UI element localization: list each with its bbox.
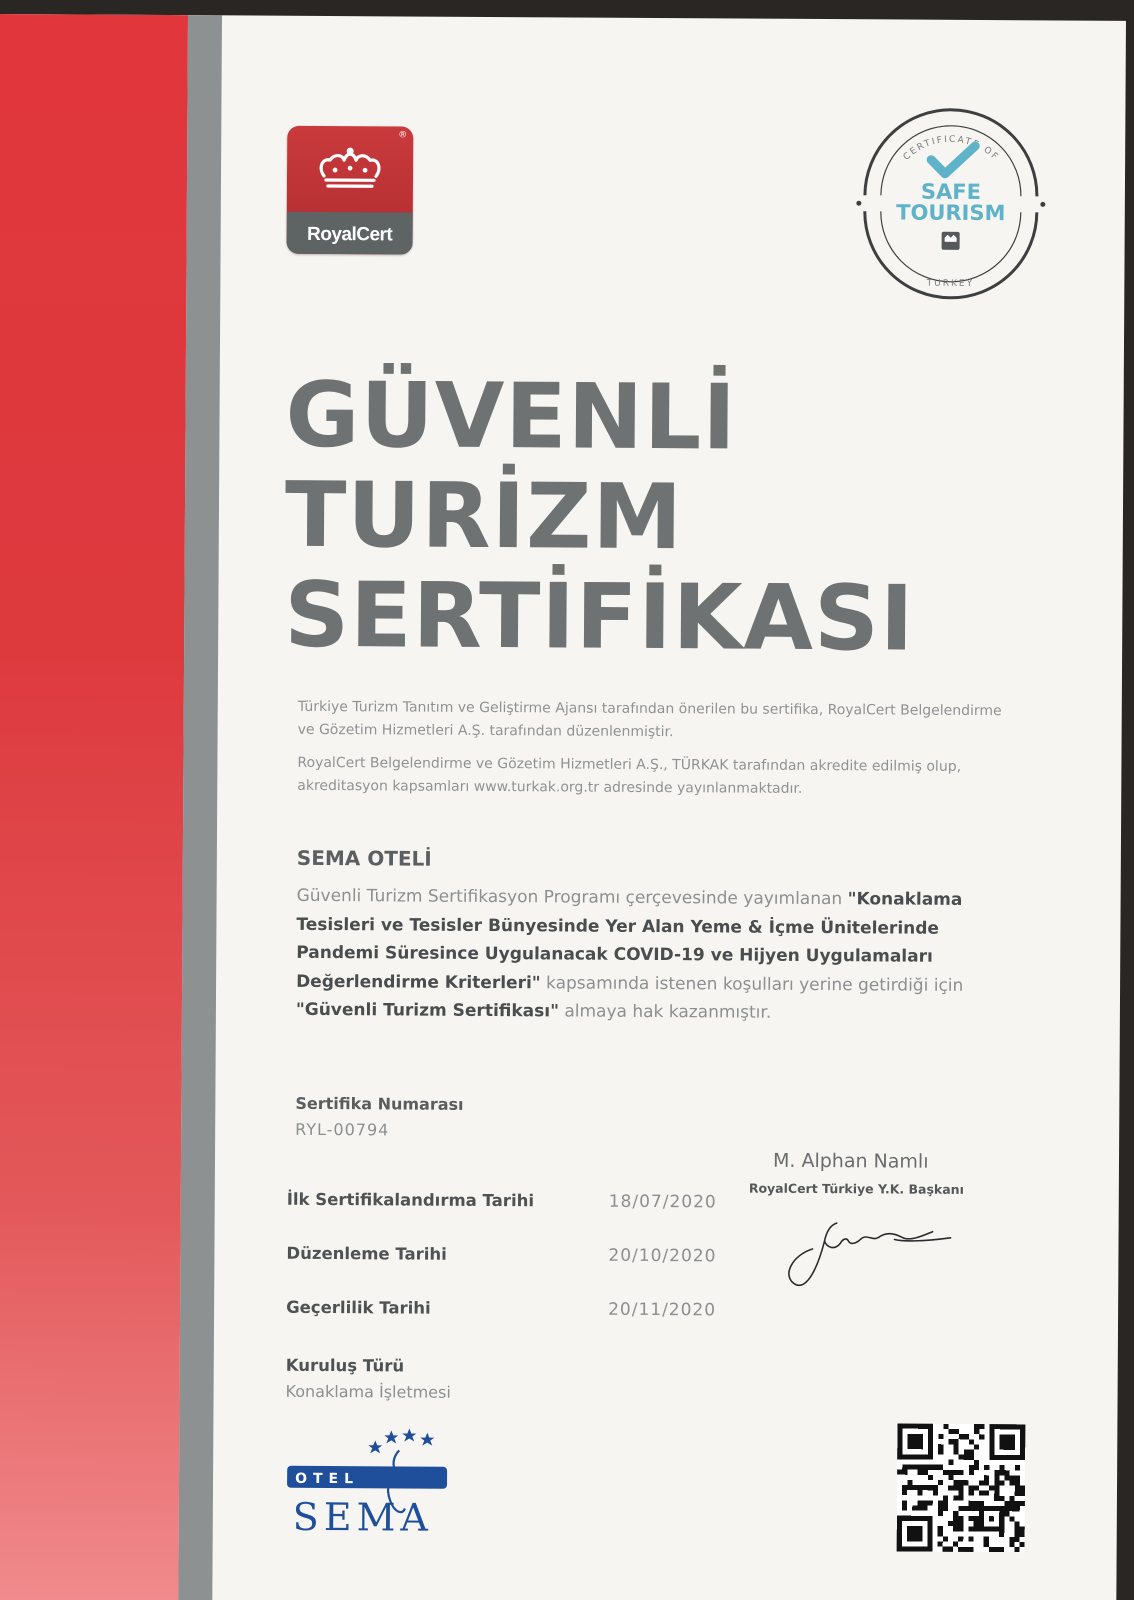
royalcert-wordmark: RoyalCert (306, 223, 393, 246)
royalcert-logo: RoyalCert ® (287, 126, 414, 255)
certificate-number: RYL-00794 (295, 1119, 390, 1140)
certificate-statement: Güvenli Turizm Sertifikasyon Programı çerçevesinde yayımlanan "Konaklama Tesisleri ve Tesisler Bünyesinde Yer Alan Yeme & İçme Ünitelerinde Pandemi Süresince Uygulanacak COVID-19 ve Hijyen Uygulamaları Değerlendirme Kriterleri" kapsamında istenen koşulları yerine getirdiği için "Güvenli Turizm Sertifikası" almaya hak kazanmıştır. (295, 885, 964, 1023)
issue-date-row: Düzenleme Tarihi 20/10/2020 (286, 1243, 717, 1267)
first-certification-date-row: İlk Sertifikalandırma Tarihi 18/07/2020 (286, 1189, 717, 1213)
otel-sema-logo (287, 1426, 458, 1547)
otel-logo-bottom: SEMA (292, 1494, 434, 1540)
organization-type-label: Kuruluş Türü (285, 1355, 405, 1376)
signer-name: M. Alphan Namlı (772, 1149, 929, 1173)
organization-type: Konaklama İşletmesi (285, 1381, 451, 1402)
hotel-name: SEMA OTELİ (296, 845, 432, 871)
validity-date-row: Geçerlilik Tarihi 20/11/2020 (286, 1297, 717, 1321)
certificate-number-label: Sertifika Numarası (295, 1093, 464, 1114)
certificate-title: GÜVENLİ TURİZM SERTİFİKASI (284, 362, 915, 672)
seal-line-tourism: TOURISM (896, 200, 1006, 226)
seal-line-safe: SAFE (920, 179, 982, 204)
otel-logo-top: OTEL (295, 1470, 360, 1488)
checkmark-icon (931, 146, 975, 174)
qr-code (897, 1424, 1026, 1553)
signer-title: RoyalCert Türkiye Y.K. Başkanı (748, 1180, 964, 1197)
certificate-page (0, 14, 1126, 1600)
safe-tourism-seal (850, 103, 1051, 304)
crown-icon (314, 146, 386, 192)
intro-text: Türkiye Turizm Tanıtım ve Geliştirme Ajansı tarafından önerilen bu sertifika, RoyalCert Belgelendirme ve Gözetim Hizmetleri A.Ş. tarafından düzenlenmiştir. RoyalCert Belgelendirme ve Gözetim Hizmetleri A.Ş., TÜRKAK tarafından akredite edilmiş olup, akreditasyon kapsamları www.turkak.org.tr adresinde yayınlanmaktadır. (297, 698, 1002, 797)
svg-text:TURKEY: TURKEY (926, 278, 975, 289)
red-side-band (0, 14, 188, 1600)
svg-text:CERTIFICATE OF: CERTIFICATE OF (901, 134, 1001, 164)
signature (782, 1211, 972, 1292)
